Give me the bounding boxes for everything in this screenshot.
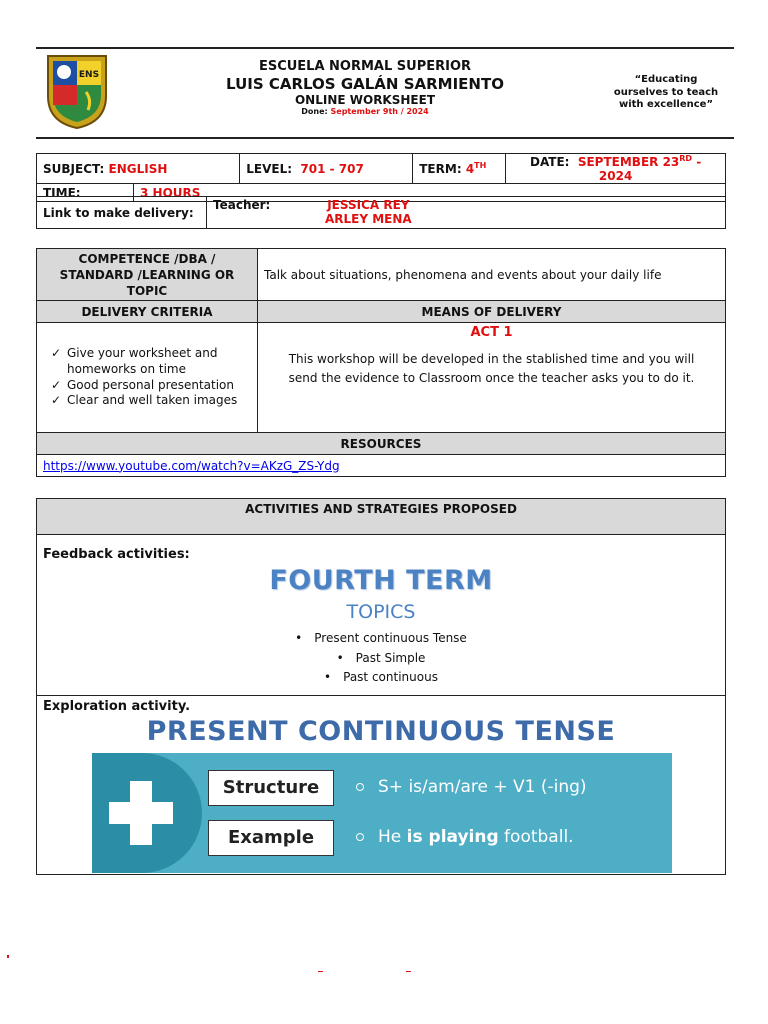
stray-mark [406,971,411,972]
stray-mark [7,955,9,958]
check-icon: ✓ [51,377,62,392]
means-text: This workshop will be developed in the stablished time and you will send the evidence to Classroom once the teacher asks you to do it. [288,352,695,385]
link-label: Link to make delivery: [37,197,207,229]
stray-mark [318,971,323,972]
criteria-item: ✓ Give your worksheet and homeworks on time [51,346,218,376]
topic-item: • Present continuous Tense [295,631,467,645]
level-value: 701 - 707 [300,161,364,176]
delivery-criteria-list [37,323,258,433]
criteria-item: ✓ Clear and well taken images [51,393,238,408]
bullet-ring-icon [356,833,364,841]
teacher-name-1: JESSICA REY [327,198,410,212]
plus-icon-bar [109,802,173,824]
competence-text: Talk about situations, phenomena and events about your daily life [258,249,726,301]
done-date: Done: September 9th / 2024 [301,106,429,116]
activities-section [36,498,726,875]
topic-item: • Past Simple [336,650,426,665]
example-sentence: He is playing football. [356,827,574,847]
check-icon: ✓ [51,393,62,408]
school-header [190,59,540,117]
svg-text:ENS: ENS [78,70,100,80]
subject-value: ENGLISH [108,161,168,176]
means-of-delivery-header: MEANS OF DELIVERY [258,301,726,323]
school-name-line1: ESCUELA NORMAL SUPERIOR [258,59,472,74]
competence-table [36,248,726,477]
means-of-delivery-content [258,323,726,433]
term-cell: TERM: 4TH [413,154,506,184]
topic-item: • Past continuous [324,670,438,684]
resources-header: RESOURCES [37,433,726,455]
structure-formula: S+ is/am/are + V1 (-ing) [356,777,587,797]
criteria-item: ✓ Good personal presentation [51,377,235,392]
resources-cell [37,455,726,477]
worksheet-title: ONLINE WORKSHEET [294,92,435,107]
school-name-line2: LUIS CARLOS GALÁN SARMIENTO [226,74,504,93]
bullet-ring-icon [356,783,364,791]
teacher-cell [207,197,726,229]
act-label: ACT 1 [470,325,513,340]
fourth-term-title: FOURTH TERM [269,565,493,596]
teacher-label: Teacher: [213,198,271,212]
example-label: Example [208,820,334,856]
info-table [36,153,726,202]
resource-link[interactable]: https://www.youtube.com/watch?v=AKzG_ZS-Ydg [43,458,340,473]
teacher-name-2: ARLEY MENA [325,212,412,226]
check-icon: ✓ [51,346,62,361]
header-bottom-rule [36,137,734,139]
activities-header: ACTIVITIES AND STRATEGIES PROPOSED [37,499,725,535]
section-divider [37,695,725,696]
time-value: 3 HOURS [134,184,726,202]
date-cell: DATE: SEPTEMBER 23RD - 2024 [506,154,726,184]
subject-cell: SUBJECT: ENGLISH [37,154,240,184]
delivery-table [36,196,726,229]
level-cell: LEVEL: 701 - 707 [240,154,413,184]
present-continuous-title: PRESENT CONTINUOUS TENSE [146,716,616,747]
school-motto: “Educating ourselves to teach with excellence” [613,74,719,110]
time-label: TIME: [37,184,134,202]
topics-list [37,629,725,688]
structure-banner [92,753,672,873]
structure-label: Structure [208,770,334,806]
delivery-criteria-header: DELIVERY CRITERIA [37,301,258,323]
exploration-label: Exploration activity. [43,699,191,714]
topics-title: TOPICS [346,601,416,623]
feedback-label: Feedback activities: [43,547,190,562]
competence-label: COMPETENCE /DBA / STANDARD /LEARNING OR TOPIC [37,249,258,301]
school-crest-logo [44,52,110,130]
header-top-rule [36,47,734,49]
